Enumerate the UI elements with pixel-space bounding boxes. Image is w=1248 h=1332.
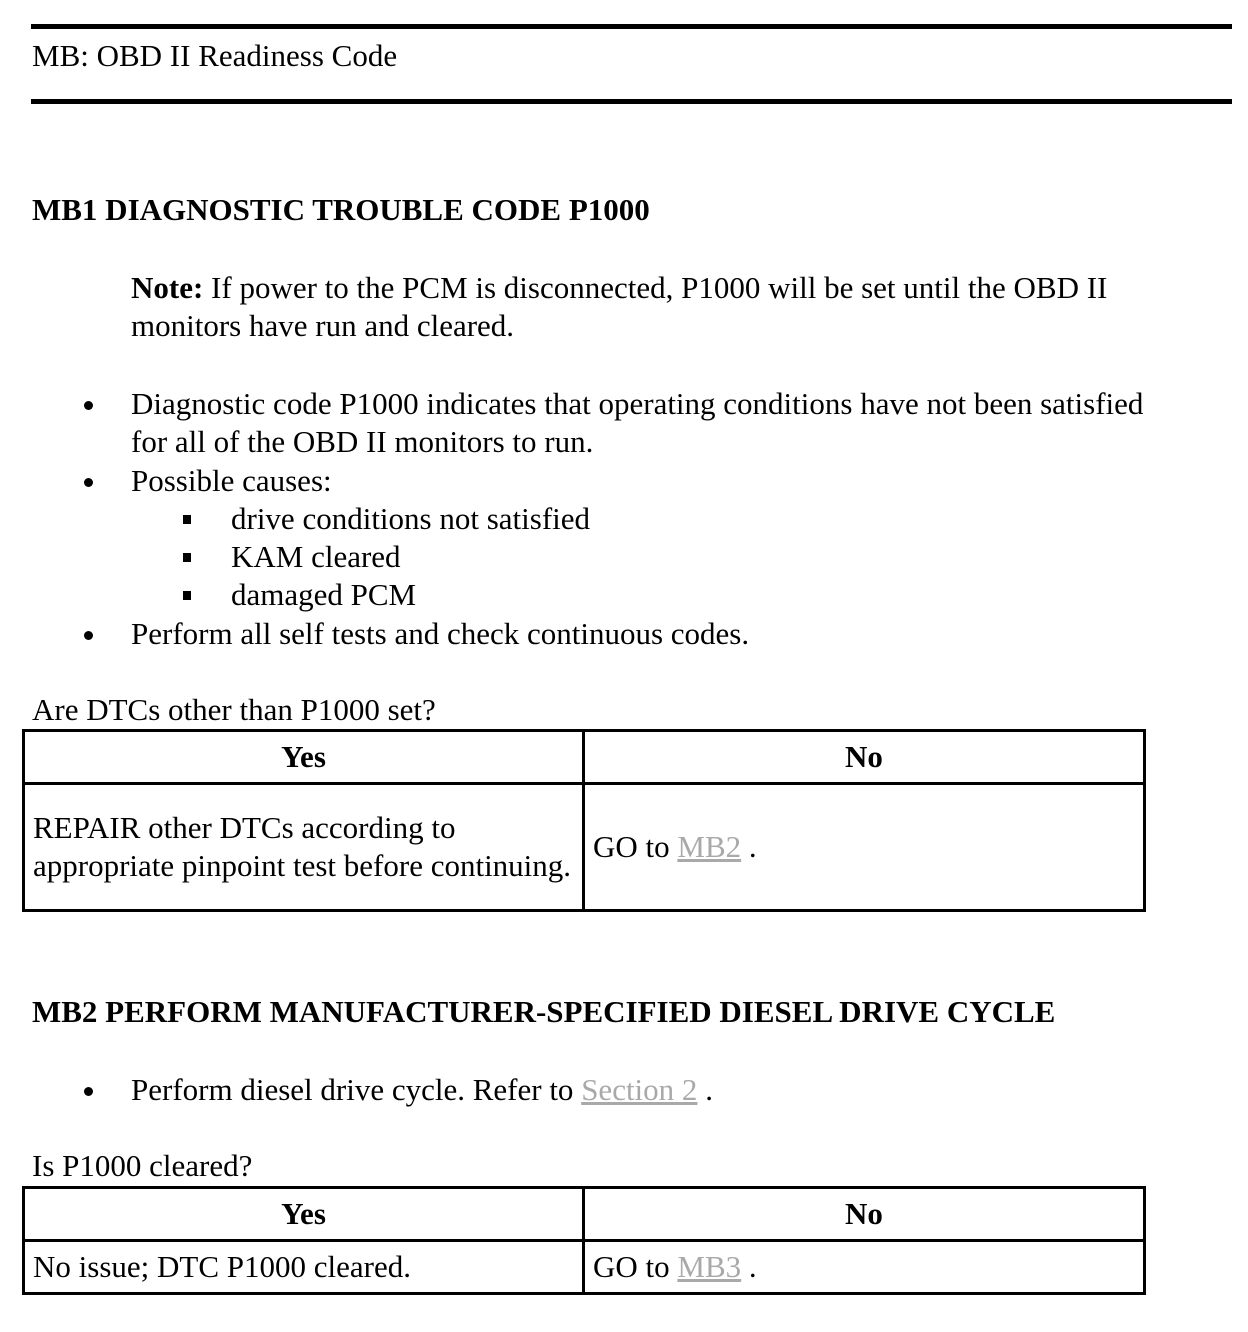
bullet-icon [84,478,93,487]
no-cell-prefix: GO to [593,829,678,864]
section-2-link[interactable]: Section 2 [581,1072,698,1107]
yes-header: Yes [24,1188,584,1241]
mb2-answer-table [22,1186,1146,1295]
bullet-text: Perform all self tests and check continuous codes. [131,616,750,651]
mb2-question: Is P1000 cleared? [32,1148,253,1183]
mb1-note [131,269,1221,345]
square-bullet-icon [183,591,191,600]
bullet-icon [84,1087,93,1096]
sub-bullet-text: damaged PCM [231,577,417,612]
mb1-answer-table [22,729,1146,912]
yes-cell: REPAIR other DTCs according to appropriate pinpoint test before continuing. [24,784,584,911]
sub-bullet-text: KAM cleared [231,539,401,574]
no-cell [584,1241,1145,1294]
bullet-icon [84,631,93,640]
square-bullet-icon [183,515,191,524]
square-bullet-icon [183,553,191,562]
mb3-link[interactable]: MB3 [677,1249,742,1284]
no-cell-suffix: . [741,829,757,864]
mb2-heading: MB2 PERFORM MANUFACTURER-SPECIFIED DIESEL DRIVE CYCLE [32,994,1056,1029]
top-rule [31,24,1232,29]
no-header: No [584,1188,1145,1241]
bullet-text: for all of the OBD II monitors to run. [131,424,594,459]
title-bottom-rule [31,99,1232,104]
bullet-text: Diagnostic code P1000 indicates that operating conditions have not been satisfied [131,386,1144,421]
mb1-question: Are DTCs other than P1000 set? [32,692,436,727]
mb2-link[interactable]: MB2 [677,829,742,864]
bullet-text: Perform diesel drive cycle. Refer to [131,1072,582,1107]
bullet-suffix: . [697,1072,713,1107]
no-cell [584,784,1145,911]
yes-cell: No issue; DTC P1000 cleared. [24,1241,584,1294]
note-text: If power to the PCM is disconnected, P1000 will be set until the OBD II monitors have run and cleared. [131,270,1108,343]
bullet-text: Possible causes: [131,463,332,498]
yes-header: Yes [24,731,584,784]
no-cell-suffix: . [741,1249,757,1284]
no-header: No [584,731,1145,784]
mb1-heading: MB1 DIAGNOSTIC TROUBLE CODE P1000 [32,192,650,227]
no-cell-prefix: GO to [593,1249,678,1284]
note-label: Note: [131,270,204,305]
sub-bullet-text: drive conditions not satisfied [231,501,591,536]
page-title: MB: OBD II Readiness Code [32,38,398,73]
bullet-icon [84,401,93,410]
